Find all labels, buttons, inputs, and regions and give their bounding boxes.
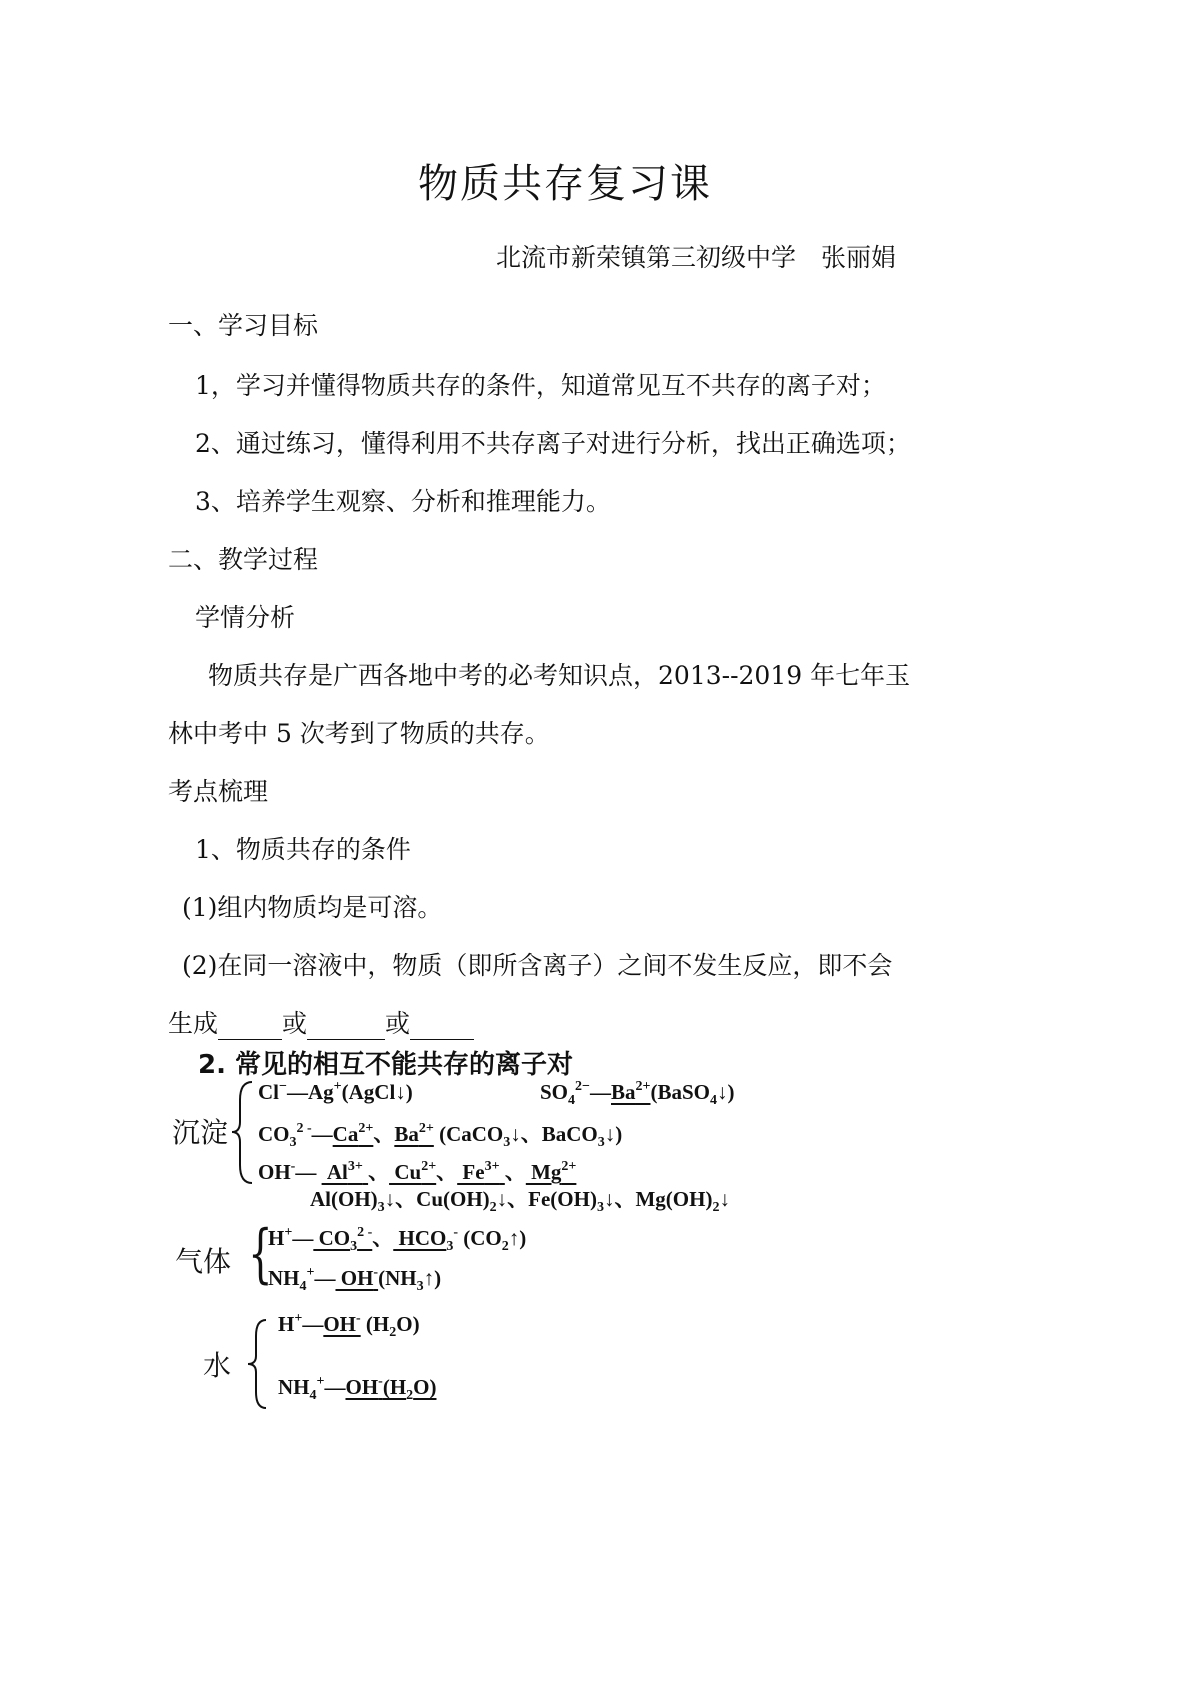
ion-pair-hydroxide-products: $Al(OH)_3↓$、$Cu(OH)_2↓$、$Fe(OH)_3↓$、$Mg(OH)_2↓$ — [310, 1187, 730, 1215]
category-label-precipitate: 沉淀 — [172, 1116, 229, 1149]
ion-pair-hydrogen-gas: H+— $CO_3^{2 -}$、 $HCO_3^-$ $(CO_2↑)$ — [268, 1225, 527, 1254]
ion-pair-hydrogen-water: H+—OH- $(H_2O)$ — [278, 1311, 420, 1340]
page-title: 物质共存复习课 — [418, 161, 712, 207]
fill-blank-prefix: 生成 — [168, 1009, 219, 1038]
subheading-analysis: 学情分析 — [195, 603, 296, 632]
ion-pair-ammonium-gas: $NH_4^+—$ $OH^-(NH_3↑)$ — [268, 1265, 442, 1294]
answer-blank[interactable] — [218, 1015, 282, 1040]
category-label-gas: 气体 — [175, 1245, 232, 1278]
analysis-paragraph-line: 林中考中 5 次考到了物质的共存。 — [168, 719, 550, 748]
goal-item: 2、通过练习，懂得利用不共存离子对进行分析，找出正确选项； — [195, 429, 911, 458]
condition-item: (1)组内物质均是可溶。 — [182, 893, 443, 922]
ion-pair-sulfate: $SO_4^{2-}—Ba^{2+}(BaSO_4↓)$ — [540, 1079, 735, 1108]
brace-icon — [232, 1080, 254, 1185]
ion-pair-carbonate: $CO_3^{2 -}—Ca^{2+}$、$Ba^{2+}$ (CaCO$_3$↓、BaCO$_3$↓) — [258, 1121, 623, 1150]
condition-heading: 1、物质共存的条件 — [195, 835, 411, 864]
brace-icon — [248, 1318, 268, 1410]
subheading-review: 考点梳理 — [168, 777, 269, 806]
fill-blank-line — [168, 1004, 474, 1040]
analysis-paragraph-line: 物质共存是广西各地中考的必考知识点，2013--2019 年七年玉 — [208, 661, 911, 690]
author-line: 北流市新荣镇第三初级中学 张丽娟 — [496, 243, 897, 272]
fill-blank-or: 或 — [282, 1009, 308, 1038]
goal-item: 1，学习并懂得物质共存的条件，知道常见互不共存的离子对； — [195, 371, 886, 400]
fill-blank-or: 或 — [385, 1009, 411, 1038]
answer-blank[interactable] — [410, 1015, 474, 1040]
condition-item: (2)在同一溶液中，物质（即所含离子）之间不发生反应，即不会 — [182, 951, 893, 980]
ion-pair-ammonium-water: $NH_4^+—OH^-(H_2O)$ — [278, 1374, 437, 1403]
answer-blank[interactable] — [307, 1015, 385, 1040]
category-label-water: 水 — [203, 1349, 232, 1382]
section-heading-process: 二、教学过程 — [168, 545, 319, 574]
ion-pair-hydroxide: OH-— $Al^{3+}$ 、 $Cu^{2+}$、 $Fe^{3+}$ 、 $Mg^{2+}$ — [258, 1159, 577, 1184]
pairs-heading: 2. 常见的相互不能共存的离子对 — [198, 1050, 574, 1080]
section-heading-goals: 一、学习目标 — [168, 311, 319, 340]
brace-icon: { — [248, 1217, 273, 1291]
goal-item: 3、培养学生观察、分析和推理能力。 — [195, 487, 611, 516]
ion-pair-chloride: Cl−—Ag+(AgCl↓) — [258, 1079, 413, 1104]
